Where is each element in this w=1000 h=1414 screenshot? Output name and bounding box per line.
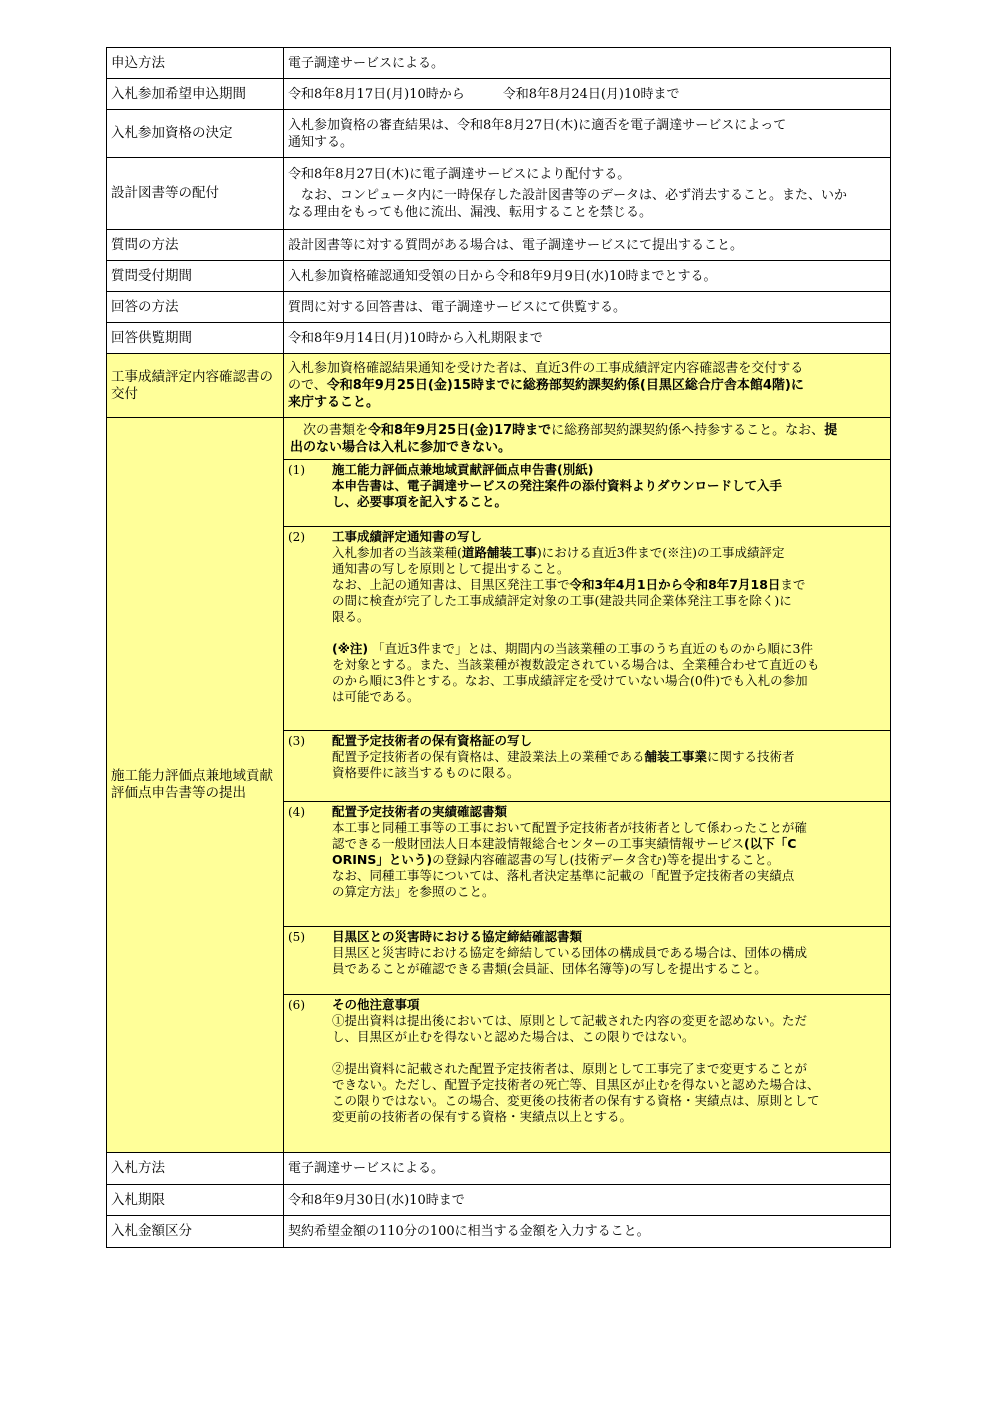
row-value: 電子調達サービスによる。 (284, 48, 891, 79)
row-label: 施工能力評価点兼地域貢献評価点申告書等の提出 (107, 418, 284, 1153)
row-qualification-decision (107, 110, 891, 158)
row-label: 回答の方法 (107, 292, 284, 323)
row-value: 設計図書等に対する質問がある場合は、電子調達サービスにて提出すること。 (284, 230, 891, 261)
row-label: 質問受付期間 (107, 261, 284, 292)
text-line: なる理由をもっても他に流出、漏洩、転用することを禁じる。 (288, 205, 653, 220)
row-value: 契約希望金額の110分の100に相当する金額を入力すること。 (284, 1216, 891, 1248)
text-line: 来庁すること。 (288, 395, 380, 410)
period-to: 令和8年8月24日(月)10時まで (502, 86, 680, 102)
row-value (284, 418, 891, 1153)
row-label: 回答供覧期間 (107, 323, 284, 354)
submission-item-2: (2) 工事成績評定通知書の写し 入札参加者の当該業種(道路舗装工事)における直近3件まで(※注)の工事成績評定 通知書の写しを原則として提出すること。 なお、上記の通知書は、目黒区発注工事で令和3年4月1日から令和8年7月18日まで の間に検査が完了した工事成績評定対象の工事(建設共同企業体発注工事を除く)に 限る。 (※注) 「直近3件まで」とは、期間内の当該業種の工事のうち直近のものから順に3件 を対象とする。また、当該業種が複数設定されている場合は、全業種合わせて直近のも のから順に3件とする。なお、工事成績評定を受けていない場合(0件)でも入札の参加 は可能である。 (284, 527, 890, 731)
text-line: 入札参加資格の審査結果は、令和8年8月27日(木)に適否を電子調達サービスによって (288, 117, 787, 133)
row-application-period (107, 79, 891, 110)
row-design-distribution (107, 158, 891, 230)
row-value: 質問に対する回答書は、電子調達サービスにて供覧する。 (284, 292, 891, 323)
deadline-emphasis: 令和8年9月25日(金)15時までに総務部契約課契約係(目黒区総合庁舎本館4階)に (326, 378, 804, 393)
row-value (284, 354, 891, 418)
row-value: 入札参加資格確認通知受領の日から令和8年9月9日(水)10時までとする。 (284, 261, 891, 292)
text-line: ので、令和8年9月25日(金)15時までに総務部契約課契約係(目黒区総合庁舎本館4階)に (288, 378, 804, 393)
row-label: 入札参加希望申込期間 (107, 79, 284, 110)
row-value (284, 158, 891, 230)
submission-intro: 次の書類を令和8年9月25日(金)17時までに総務部契約課契約係へ持参すること。なお、提 出のない場合は入札に参加できない。 (284, 418, 890, 460)
row-bid-method (107, 1153, 891, 1185)
procurement-table (106, 47, 891, 1248)
text-line: 入札参加資格確認結果通知を受けた者は、直近3件の工事成績評定内容確認書を交付する (288, 361, 804, 376)
row-submission (107, 418, 891, 1153)
row-label: 工事成績評定内容確認書の交付 (107, 354, 284, 418)
row-value (284, 110, 891, 158)
row-label: 入札参加資格の決定 (107, 110, 284, 158)
row-label: 質問の方法 (107, 230, 284, 261)
row-value: 令和8年9月14日(月)10時から入札期限まで (284, 323, 891, 354)
row-value: 電子調達サービスによる。 (284, 1153, 891, 1185)
submission-item-1: (1) 施工能力評価点兼地域貢献評価点申告書(別紙) 本申告書は、電子調達サービスの発注案件の添付資料よりダウンロードして入手 し、必要事項を記入すること。 (284, 460, 890, 527)
row-value: 令和8年9月30日(水)10時まで (284, 1185, 891, 1216)
row-label: 設計図書等の配付 (107, 158, 284, 230)
row-answer-period (107, 323, 891, 354)
row-performance-certificate (107, 354, 891, 418)
row-bid-deadline (107, 1185, 891, 1216)
submission-item-5: (5) 目黒区との災害時における協定締結確認書類 目黒区と災害時における協定を締結している団体の構成員である場合は、団体の構成 員であることが確認できる書類(会員証、団体名簿等)の写しを提出すること。 (284, 927, 890, 995)
text-line: 通知する。 (288, 134, 354, 150)
row-answer-method (107, 292, 891, 323)
row-label: 入札金額区分 (107, 1216, 284, 1248)
row-application-method (107, 48, 891, 79)
row-label: 申込方法 (107, 48, 284, 79)
requirements-sheet (106, 47, 891, 1248)
submission-item-6: (6) その他注意事項 ①提出資料は提出後においては、原則として記載された内容の変更を認めない。ただ し、目黒区が止むを得ないと認めた場合は、この限りではない。 ②提出資料に記載された配置予定技術者は、原則として工事完了まで変更することが できない。ただし、配置予定技術者の死亡等、目黒区が止むを得ないと認めた場合は、 この限りではない。この場合、変更後の技術者の保有する資格・実績点は、原則として 変更前の技術者の保有する資格・実績点以上とする。 (288, 997, 820, 1124)
text-line: 令和8年8月27日(木)に電子調達サービスにより配付する。 (288, 167, 631, 182)
submission-item-3: (3) 配置予定技術者の保有資格証の写し 配置予定技術者の保有資格は、建設業法上の業種である舗装工事業に関する技術者 資格要件に該当するものに限る。 (284, 731, 890, 802)
text-line: なお、コンピュータ内に一時保存した設計図書等のデータは、必ず消去すること。また、いか (301, 188, 848, 203)
row-question-period (107, 261, 891, 292)
row-label: 入札方法 (107, 1153, 284, 1185)
submission-item-4: (4) 配置予定技術者の実績確認書類 本工事と同種工事等の工事において配置予定技術者が技術者として係わったことが確 認できる一般財団法人日本建設情報総合センターの工事実績情報サービス(以下「C ORINS」という)の登録内容確認書の写し(技術データ含む)等を提出すること。 なお、同種工事等については、落札者決定基準に記載の「配置予定技術者の実績点 の算定方法」を参照のこと。 (284, 802, 890, 927)
row-label: 入札期限 (107, 1185, 284, 1216)
row-value (284, 79, 891, 110)
row-question-method (107, 230, 891, 261)
period-from: 令和8年8月17日(月)10時から (288, 86, 465, 102)
row-bid-amount (107, 1216, 891, 1248)
